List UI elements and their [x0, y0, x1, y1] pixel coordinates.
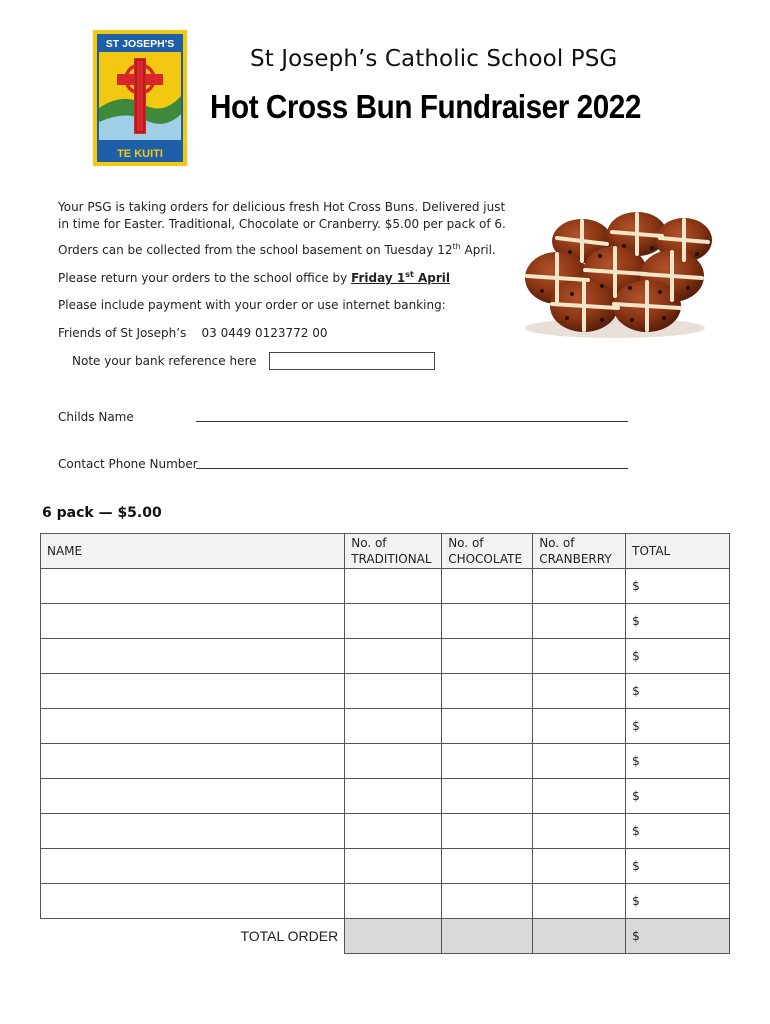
header-cranberry [533, 534, 626, 569]
table-row [41, 744, 730, 779]
chocolate-cell[interactable] [442, 814, 533, 849]
order-table [40, 533, 730, 954]
header-traditional-line1: No. of [351, 536, 387, 550]
total-cell[interactable]: $ [626, 639, 730, 674]
total-traditional-cell [345, 919, 442, 954]
name-cell[interactable] [41, 674, 345, 709]
return-month: April [413, 271, 450, 285]
header-chocolate [442, 534, 533, 569]
table-row [41, 709, 730, 744]
table-row [41, 604, 730, 639]
header-traditional-line2: TRADITIONAL [351, 552, 432, 566]
school-name: St Joseph’s Catholic School PSG [250, 46, 618, 72]
traditional-cell[interactable] [345, 814, 442, 849]
name-cell[interactable] [41, 779, 345, 814]
bank-details: Friends of St Joseph’s 03 0449 0123772 00 [58, 326, 328, 340]
collection-month: April. [460, 243, 496, 257]
name-cell[interactable] [41, 604, 345, 639]
collection-text: Orders can be collected from the school basement on Tuesday 12 [58, 243, 453, 257]
cranberry-cell[interactable] [533, 569, 626, 604]
cranberry-cell[interactable] [533, 639, 626, 674]
chocolate-cell[interactable] [442, 849, 533, 884]
traditional-cell[interactable] [345, 604, 442, 639]
total-cell[interactable]: $ [626, 779, 730, 814]
chocolate-cell[interactable] [442, 569, 533, 604]
header-cranberry-line2: CRANBERRY [539, 552, 612, 566]
chocolate-cell[interactable] [442, 744, 533, 779]
table-row [41, 674, 730, 709]
collection-info [58, 243, 496, 257]
total-cell[interactable]: $ [626, 849, 730, 884]
return-sup: st [405, 270, 414, 279]
total-cell[interactable]: $ [626, 709, 730, 744]
cranberry-cell[interactable] [533, 849, 626, 884]
total-order-row [41, 919, 730, 954]
bank-reference-field[interactable] [269, 352, 435, 370]
table-header-row [41, 534, 730, 569]
table-row [41, 884, 730, 919]
traditional-cell[interactable] [345, 744, 442, 779]
name-cell[interactable] [41, 639, 345, 674]
payment-info: Please include payment with your order or use internet banking: [58, 298, 446, 312]
name-cell[interactable] [41, 814, 345, 849]
table-row [41, 639, 730, 674]
cranberry-cell[interactable] [533, 814, 626, 849]
total-cell[interactable]: $ [626, 884, 730, 919]
total-cell[interactable]: $ [626, 569, 730, 604]
name-cell[interactable] [41, 709, 345, 744]
header-cranberry-line1: No. of [539, 536, 575, 550]
table-row [41, 814, 730, 849]
traditional-cell[interactable] [345, 884, 442, 919]
child-name-label: Childs Name [58, 410, 134, 424]
cranberry-cell[interactable] [533, 884, 626, 919]
name-cell[interactable] [41, 744, 345, 779]
traditional-cell[interactable] [345, 779, 442, 814]
page-title: Hot Cross Bun Fundraiser 2022 [210, 88, 641, 125]
name-cell[interactable] [41, 884, 345, 919]
total-cranberry-cell [533, 919, 626, 954]
name-cell[interactable] [41, 849, 345, 884]
total-cell[interactable]: $ [626, 674, 730, 709]
header-chocolate-line1: No. of [448, 536, 484, 550]
traditional-cell[interactable] [345, 639, 442, 674]
cranberry-cell[interactable] [533, 674, 626, 709]
table-row [41, 779, 730, 814]
phone-label: Contact Phone Number [58, 457, 198, 471]
header-name: NAME [41, 534, 345, 569]
return-info [58, 271, 450, 285]
child-name-field[interactable] [196, 421, 628, 422]
intro-line-1: Your PSG is taking orders for delicious fresh Hot Cross Buns. Delivered just [58, 200, 506, 214]
collection-sup: th [452, 242, 461, 251]
traditional-cell[interactable] [345, 674, 442, 709]
phone-field[interactable] [196, 468, 628, 469]
total-chocolate-cell [442, 919, 533, 954]
chocolate-cell[interactable] [442, 639, 533, 674]
cranberry-cell[interactable] [533, 744, 626, 779]
table-row [41, 849, 730, 884]
return-text: Please return your orders to the school office by [58, 271, 352, 285]
pack-price-heading: 6 pack — $5.00 [42, 505, 162, 521]
school-logo [93, 30, 187, 166]
hot-cross-buns-image [512, 196, 718, 342]
chocolate-cell[interactable] [442, 709, 533, 744]
chocolate-cell[interactable] [442, 604, 533, 639]
return-day: Friday 1 [351, 271, 406, 285]
header-total: TOTAL [626, 534, 730, 569]
name-cell[interactable] [41, 569, 345, 604]
logo-top-text: ST JOSEPH'S [105, 38, 175, 50]
cranberry-cell[interactable] [533, 779, 626, 814]
cranberry-cell[interactable] [533, 709, 626, 744]
table-row [41, 569, 730, 604]
bank-reference-label: Note your bank reference here [72, 354, 257, 368]
traditional-cell[interactable] [345, 709, 442, 744]
total-order-label: TOTAL ORDER [240, 928, 339, 945]
chocolate-cell[interactable] [442, 779, 533, 814]
cranberry-cell[interactable] [533, 604, 626, 639]
return-date [351, 271, 450, 285]
chocolate-cell[interactable] [442, 884, 533, 919]
total-cell[interactable]: $ [626, 744, 730, 779]
total-cell[interactable]: $ [626, 604, 730, 639]
logo-bottom-text: TE KUITI [117, 148, 163, 160]
traditional-cell[interactable] [345, 849, 442, 884]
traditional-cell[interactable] [345, 569, 442, 604]
intro-line-2: in time for Easter. Traditional, Chocolate or Cranberry. $5.00 per pack of 6. [58, 217, 506, 231]
header-chocolate-line2: CHOCOLATE [448, 552, 523, 566]
total-order-amount[interactable]: $ [626, 919, 730, 954]
header-traditional [345, 534, 442, 569]
chocolate-cell[interactable] [442, 674, 533, 709]
total-cell[interactable]: $ [626, 814, 730, 849]
